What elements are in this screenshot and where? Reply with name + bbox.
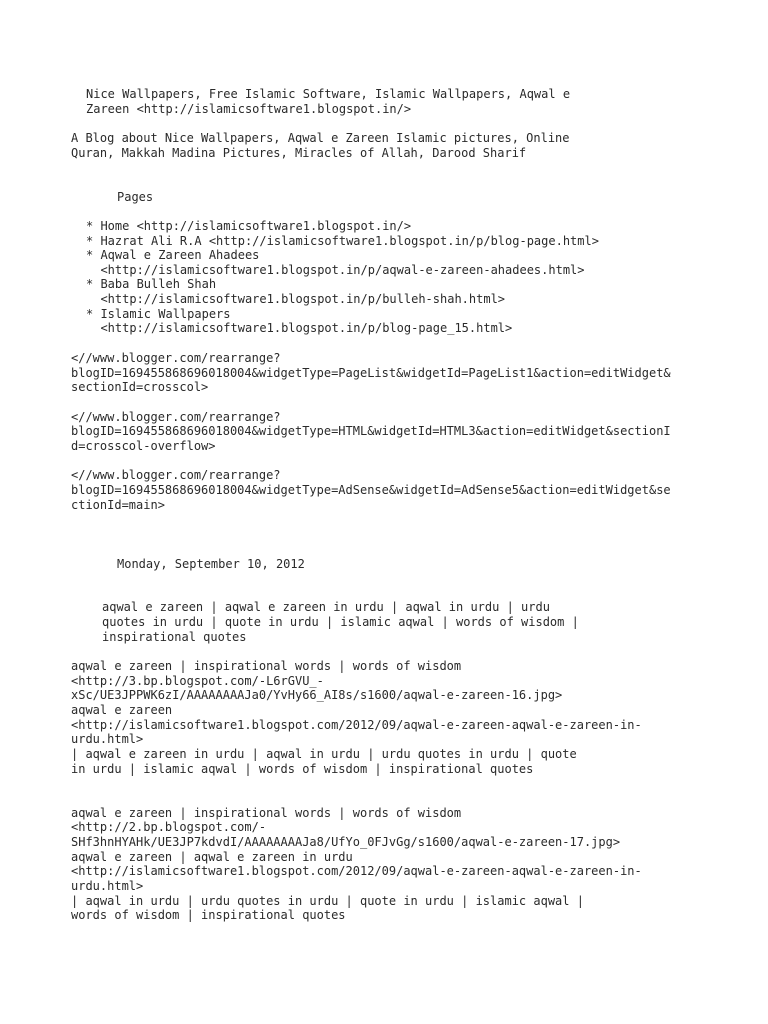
widget-link-3-line-3[interactable]: ctionId=main> xyxy=(71,498,165,512)
post-block-2-line-3[interactable]: SHf3hnHYAHk/UE3JP7kdvdI/AAAAAAAAJa8/UfYo_0FJvGg/s1600/aqwal-e-zareen-17.jpg> xyxy=(71,835,621,849)
widget-link-3-line-1[interactable]: <//www.blogger.com/rearrange? xyxy=(71,468,281,482)
widget-link-3-line-2[interactable]: blogID=169455868696018004&widgetType=AdSense&widgetId=AdSense5&action=editWidget&se xyxy=(71,483,671,497)
pages-item-hazrat-ali[interactable]: * Hazrat Ali R.A <http://islamicsoftware1.blogspot.in/p/blog-page.html> xyxy=(86,234,599,248)
post-block-1-line-3[interactable]: xSc/UE3JPPWK6zI/AAAAAAAAJa0/YvHy66_AI8s/s1600/aqwal-e-zareen-16.jpg> xyxy=(71,688,563,702)
widget-link-1-line-1[interactable]: <//www.blogger.com/rearrange? xyxy=(71,351,281,365)
post-date: Monday, September 10, 2012 xyxy=(117,557,305,571)
pages-item-aqwal-ahadees-url[interactable]: <http://islamicsoftware1.blogspot.in/p/aqwal-e-zareen-ahadees.html> xyxy=(86,263,585,277)
post-block-1-line-5[interactable]: <http://islamicsoftware1.blogspot.com/2012/09/aqwal-e-zareen-aqwal-e-zareen-in- xyxy=(71,718,642,732)
post-title-line-1[interactable]: aqwal e zareen | aqwal e zareen in urdu | aqwal in urdu | urdu xyxy=(102,600,550,614)
post-block-2-line-5[interactable]: <http://islamicsoftware1.blogspot.com/2012/09/aqwal-e-zareen-aqwal-e-zareen-in- xyxy=(71,864,642,878)
post-block-1-line-8: in urdu | islamic aqwal | words of wisdom | inspirational quotes xyxy=(71,762,534,776)
widget-link-2-line-3[interactable]: d=crosscol-overflow> xyxy=(71,439,216,453)
widget-link-2-line-1[interactable]: <//www.blogger.com/rearrange? xyxy=(71,410,281,424)
blog-description-line-2: Quran, Makkah Madina Pictures, Miracles of Allah, Darood Sharif xyxy=(71,146,527,160)
post-block-1-line-6[interactable]: urdu.html> xyxy=(71,732,144,746)
post-title-line-2[interactable]: quotes in urdu | quote in urdu | islamic aqwal | words of wisdom | xyxy=(102,615,579,629)
post-block-1-line-2[interactable]: <http://3.bp.blogspot.com/-L6rGVU_- xyxy=(71,674,324,688)
pages-item-bulleh-shah-url[interactable]: <http://islamicsoftware1.blogspot.in/p/bulleh-shah.html> xyxy=(86,292,506,306)
post-block-2-line-1: aqwal e zareen | inspirational words | words of wisdom xyxy=(71,806,462,820)
post-title-line-3[interactable]: inspirational quotes xyxy=(102,630,247,644)
pages-item-home[interactable]: * Home <http://islamicsoftware1.blogspot.in/> xyxy=(86,219,412,233)
pages-heading: Pages xyxy=(117,190,154,204)
post-block-2-line-2[interactable]: <http://2.bp.blogspot.com/- xyxy=(71,820,267,834)
post-block-2-line-7: | aqwal in urdu | urdu quotes in urdu | quote in urdu | islamic aqwal | xyxy=(71,894,584,908)
post-block-2-line-8: words of wisdom | inspirational quotes xyxy=(71,908,346,922)
widget-link-1-line-2[interactable]: blogID=1694558686960180​04&widgetType=PageList&widgetId=PageList1&action=editWidget& xyxy=(71,366,671,380)
widget-link-2-line-2[interactable]: blogID=169455868696018004&widgetType=HTML&widgetId=HTML3&action=editWidget&sectionI xyxy=(71,424,671,438)
blog-title-line-2[interactable]: Zareen <http://islamicsoftware1.blogspot.in/> xyxy=(86,102,412,116)
pages-item-bulleh-shah-title[interactable]: * Baba Bulleh Shah xyxy=(86,277,217,291)
post-block-1-line-4: aqwal e zareen xyxy=(71,703,173,717)
pages-item-islamic-wallpapers-url[interactable]: <http://islamicsoftware1.blogspot.in/p/blog-page_15.html> xyxy=(86,321,513,335)
post-block-1-line-7: | aqwal e zareen in urdu | aqwal in urdu | urdu quotes in urdu | quote xyxy=(71,747,577,761)
pages-item-aqwal-ahadees[interactable]: * Aqwal e Zareen Ahadees xyxy=(86,248,260,262)
post-block-1-line-1: aqwal e zareen | inspirational words | words of wisdom xyxy=(71,659,462,673)
post-block-2-line-6[interactable]: urdu.html> xyxy=(71,879,144,893)
widget-link-1-line-3[interactable]: sectionId=crosscol> xyxy=(71,380,209,394)
blog-description-line-1: A Blog about Nice Wallpapers, Aqwal e Zareen Islamic pictures, Online xyxy=(71,131,570,145)
post-block-2-line-4: aqwal e zareen | aqwal e zareen in urdu xyxy=(71,850,353,864)
pages-item-islamic-wallpapers[interactable]: * Islamic Wallpapers xyxy=(86,307,231,321)
blog-title-line-1: Nice Wallpapers, Free Islamic Software, Islamic Wallpapers, Aqwal e xyxy=(86,87,571,101)
